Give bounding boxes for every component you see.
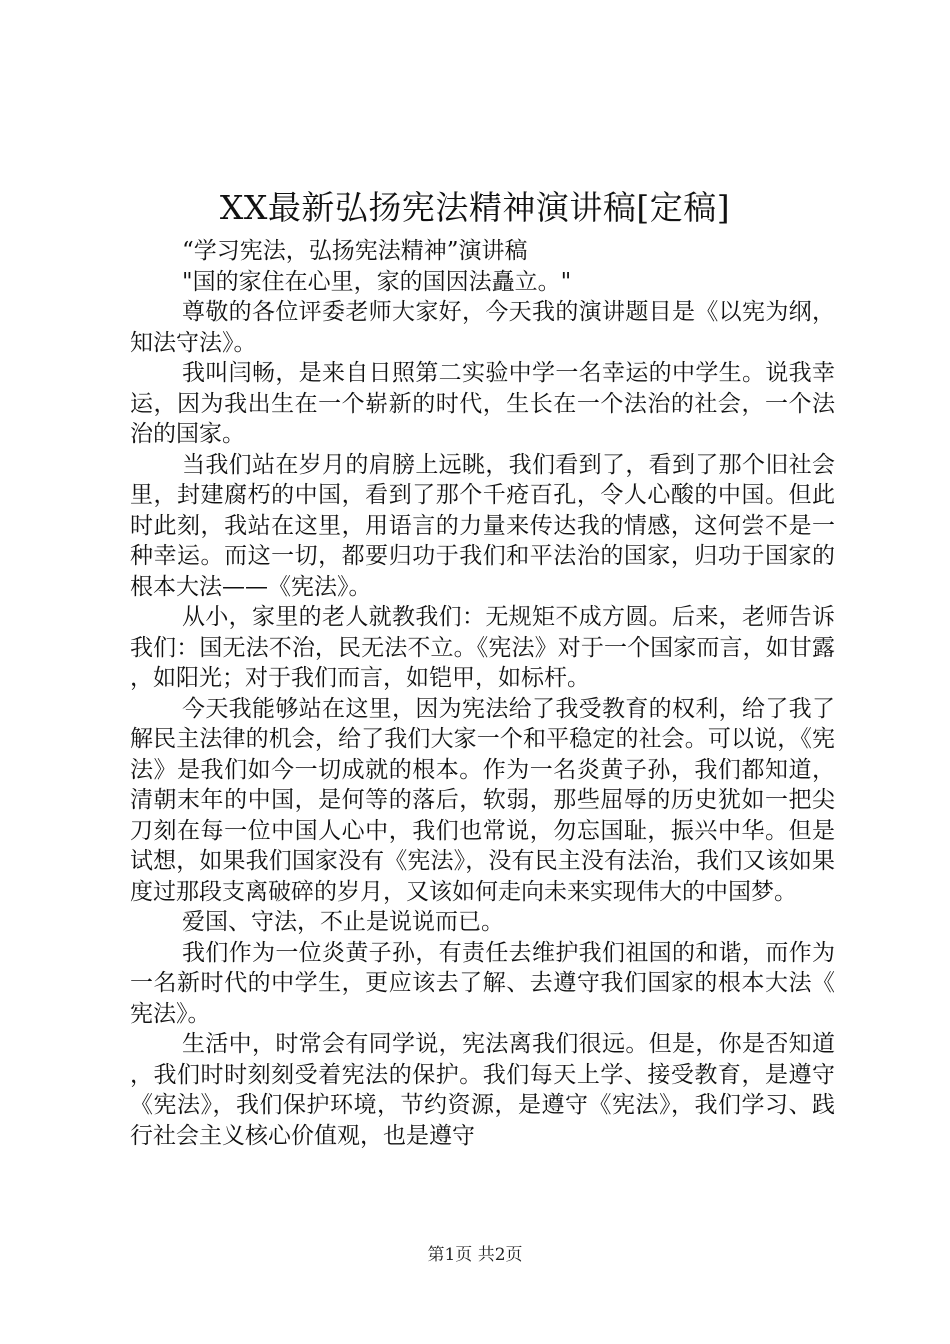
- paragraph: 生活中，时常会有同学说，宪法离我们很远。但是，你是否知道，我们时时刻刻受着宪法的保护。我们每天上学、接受教育，是遵守《宪法》，我们保护环境，节约资源，是遵守《宪法》，我们学习、践行社会主义核心价值观，也是遵守: [130, 1031, 835, 1149]
- paragraph: “学习宪法，弘扬宪法精神”演讲稿: [182, 238, 528, 264]
- document-body: [130, 236, 835, 1151]
- paragraph: 爱国、守法，不止是说说而已。: [182, 909, 504, 935]
- paragraph: 我们作为一位炎黄子孙，有责任去维护我们祖国的和谐，而作为一名新时代的中学生，更应该去了解、去遵守我们国家的根本大法《宪法》。: [130, 939, 835, 1027]
- document-title: XX最新弘扬宪法精神演讲稿[定稿]: [219, 188, 731, 227]
- paragraph: 我叫闫畅，是来自日照第二实验中学一名幸运的中学生。说我幸运，因为我出生在一个崭新的时代，生长在一个法治的社会，一个法治的国家。: [130, 360, 835, 447]
- paragraph: 从小，家里的老人就教我们：无规矩不成方圆。后来，老师告诉我们：国无法不治，民无法不立。《宪法》对于一个国家而言，如甘露，如阳光；对于我们而言，如铠甲，如标杆。: [130, 604, 835, 691]
- page-footer: 第1页 共2页: [427, 1245, 523, 1265]
- paragraph: 当我们站在岁月的肩膀上远眺，我们看到了，看到了那个旧社会里，封建腐朽的中国，看到了那个千疮百孔，令人心酸的中国。但此时此刻，我站在这里，用语言的力量来传达我的情感，这何尝不是一种幸运。而这一切，都要归功于我们和平法治的国家，归功于国家的根本大法——《宪法》。: [130, 451, 835, 600]
- paragraph: "国的家住在心里，家的国因法矗立。": [182, 268, 572, 295]
- paragraph: 尊敬的各位评委老师大家好，今天我的演讲题目是《以宪为纲，知法守法》。: [130, 299, 835, 356]
- paragraph: 今天我能够站在这里，因为宪法给了我受教育的权利，给了我了解民主法律的机会，给了我们大家一个和平稳定的社会。可以说，《宪法》是我们如今一切成就的根本。作为一名炎黄子孙，我们都知道，清朝末年的中国，是何等的落后，软弱，那些屈辱的历史犹如一把尖刀刻在每一位中国人心中，我们也常说，勿忘国耻，振兴中华。但是试想，如果我们国家没有《宪法》，没有民主没有法治，我们又该如果度过那段支离破碎的岁月，又该如何走向未来实现伟大的中国梦。: [130, 695, 835, 905]
